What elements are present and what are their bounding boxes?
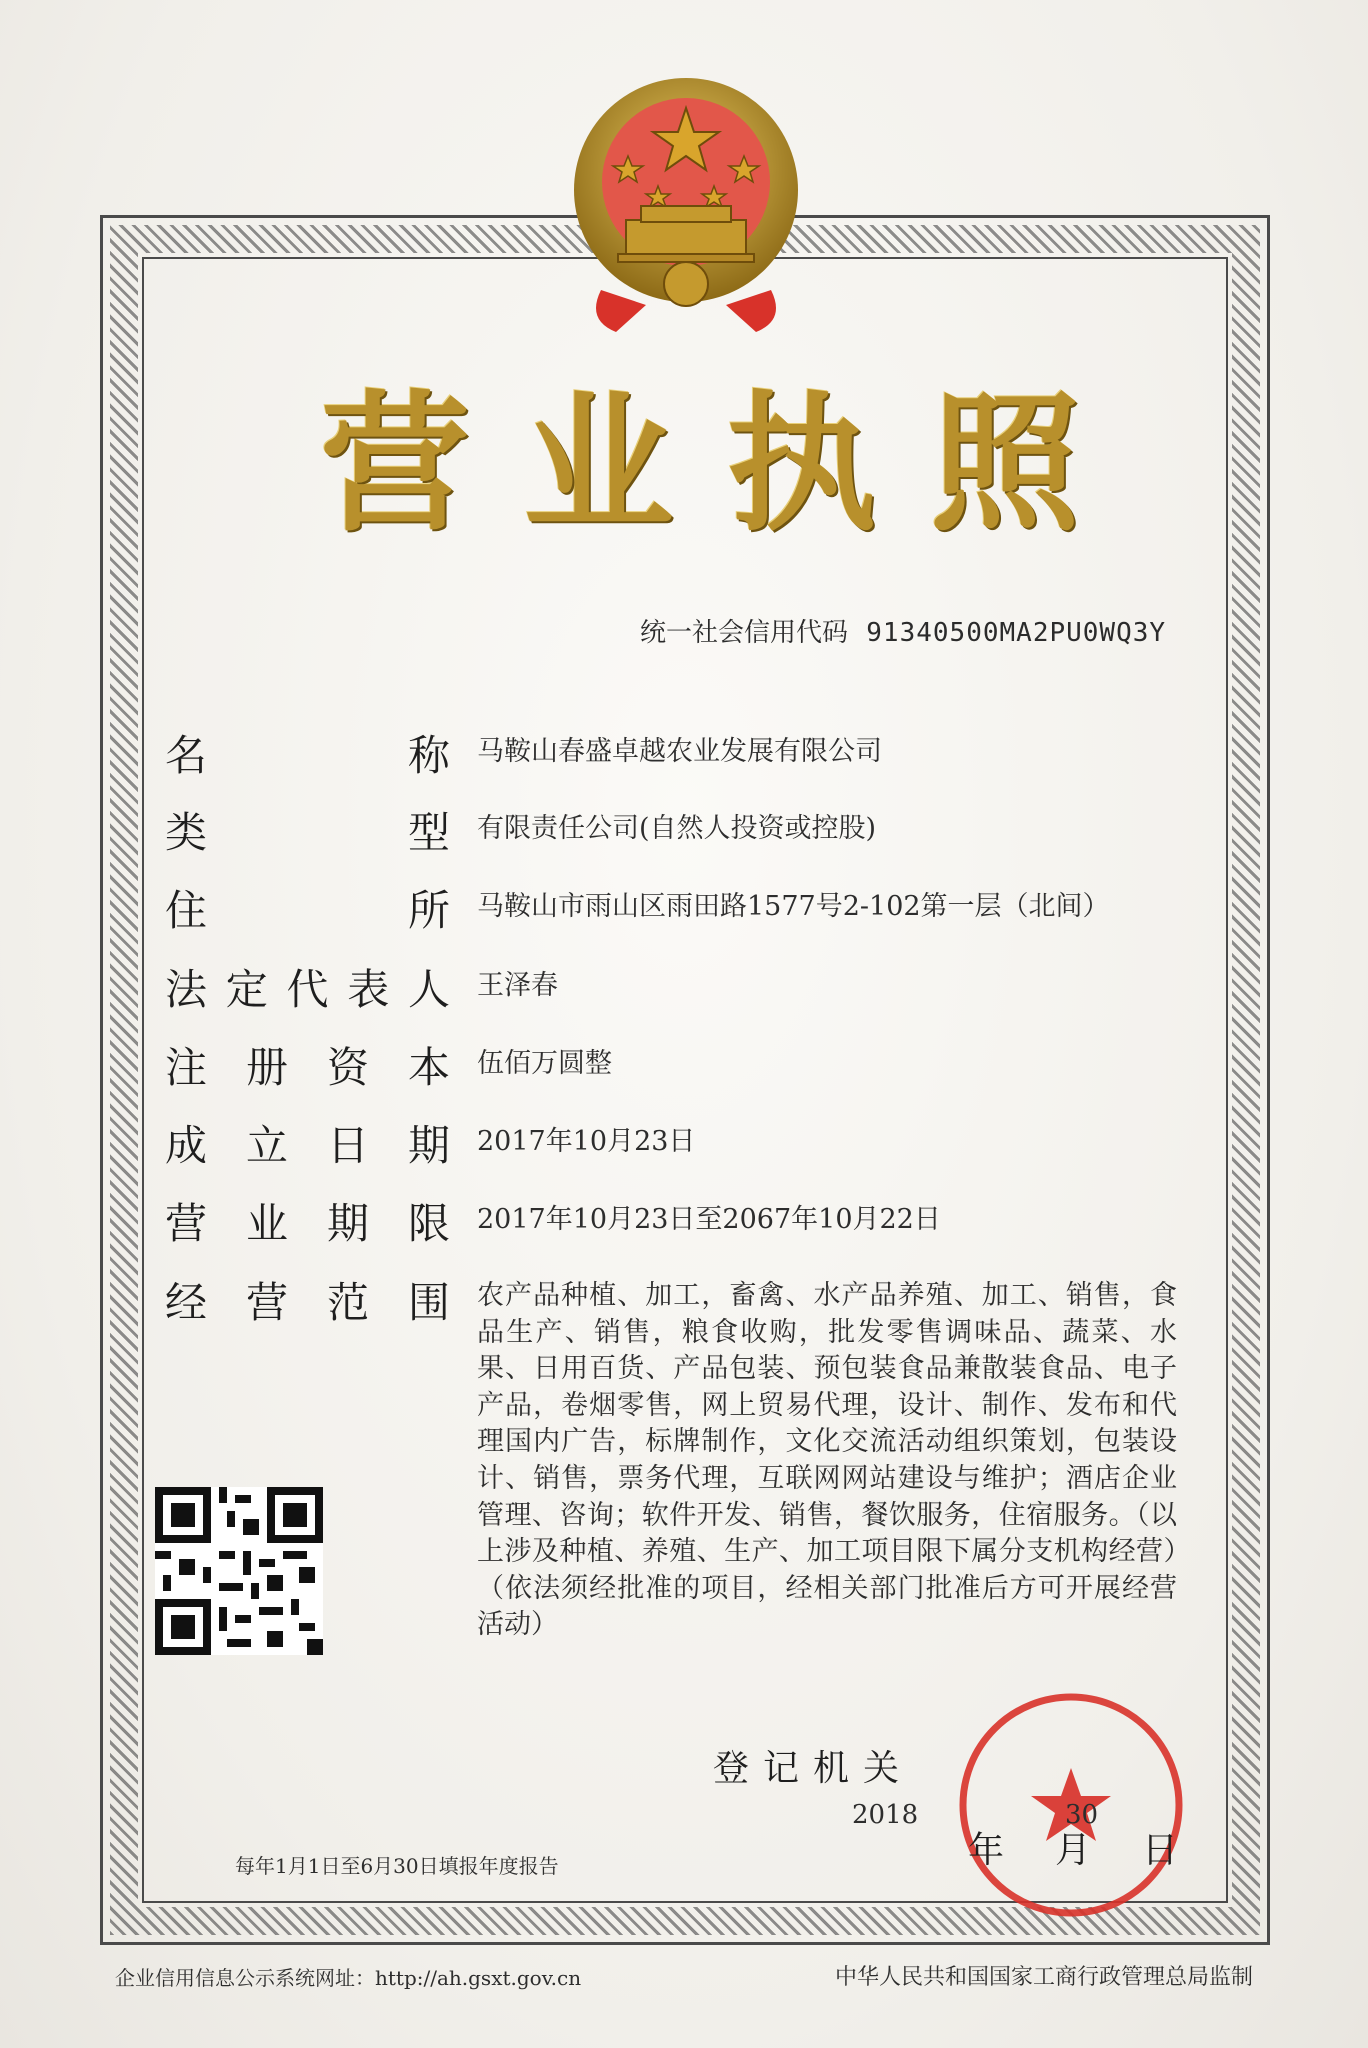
label-char: 成 [165, 1121, 208, 1170]
label-char: 所 [407, 886, 450, 935]
credit-code [640, 612, 1166, 649]
label-char: 范 [326, 1278, 369, 1327]
label-char: 法 [165, 965, 208, 1014]
field-label [165, 723, 450, 783]
label-char: 称 [407, 731, 450, 780]
label-char: 表 [347, 965, 390, 1014]
field-label [165, 1191, 450, 1251]
title-char: 业 [523, 378, 674, 552]
label-char: 型 [407, 808, 450, 857]
label-char: 册 [245, 1043, 288, 1092]
label-char: 类 [165, 808, 208, 857]
title-char: 营 [320, 378, 471, 552]
field-value: 马鞍山市雨山区雨田路1577号2-102第一层（北间） [477, 891, 1110, 922]
national-emblem-icon [566, 70, 806, 340]
label-char: 代 [286, 965, 329, 1014]
day-char: 日 [1141, 1830, 1178, 1871]
field-value: 伍佰万圆整 [477, 1048, 612, 1079]
label-char: 业 [245, 1199, 288, 1248]
label-char: 人 [407, 965, 450, 1014]
label-char: 本 [407, 1043, 450, 1092]
qr-code-icon[interactable] [155, 1487, 323, 1655]
registration-day: 30 [1065, 1800, 1099, 1830]
credit-code-label: 统一社会信用代码 [640, 618, 849, 648]
business-scope-text: 农产品种植、加工，畜禽、水产品养殖、加工、销售，食品生产、销售，粮食收购，批发零售调味品、蔬菜、水果、日用百货、产品包装、预包装食品兼散装食品、电子产品，卷烟零售，网上贸易代理，设计、制作、发布和代理国内广告，标牌制作，文化交流活动组织策划，包装设计、销售，票务代理，互联网网站建设与维护；酒店企业管理、咨询；软件开发、销售，餐饮服务，住宿服务。（以上涉及种植、养殖、生产、加工项目限下属分支机构经营）（依法须经批准的项目，经相关部门批准后方可开展经营活动） [477, 1280, 1177, 1641]
field-value: 2017年10月23日 [477, 1126, 696, 1157]
field-label [165, 1035, 450, 1095]
field-label [165, 957, 450, 1017]
label-char: 营 [165, 1199, 208, 1248]
label-char: 定 [225, 965, 268, 1014]
field-value: 马鞍山春盛卓越农业发展有限公司 [477, 736, 882, 767]
title-char: 执 [726, 378, 877, 552]
registration-year: 2018 [852, 1800, 919, 1830]
registration-date-chars [968, 1822, 1178, 1873]
label-char: 围 [407, 1278, 450, 1327]
field-value: 王泽春 [477, 970, 558, 1001]
credit-code-value: 91340500MA2PU0WQ3Y [866, 618, 1167, 648]
footer-website[interactable]: 企业信用信息公示系统网址：http://ah.gsxt.gov.cn [115, 1966, 582, 1990]
label-char: 经 [165, 1278, 208, 1327]
field-label [165, 800, 450, 860]
label-char: 限 [407, 1199, 450, 1248]
field-value: 有限责任公司(自然人投资或控股) [477, 813, 877, 844]
label-char: 名 [165, 731, 208, 780]
label-char: 期 [326, 1199, 369, 1248]
field-label [165, 1113, 450, 1173]
month-char: 月 [1054, 1830, 1091, 1871]
footer-supervisor: 中华人民共和国国家工商行政管理总局监制 [835, 1965, 1254, 1990]
label-char: 营 [245, 1278, 288, 1327]
field-label [165, 878, 450, 938]
document-title [320, 378, 1080, 552]
label-char: 住 [165, 886, 208, 935]
field-value: 2017年10月23日至2067年10月22日 [477, 1204, 941, 1235]
label-char: 资 [326, 1043, 369, 1092]
label-char: 注 [165, 1043, 208, 1092]
annual-report-note: 每年1月1日至6月30日填报年度报告 [235, 1854, 559, 1878]
registration-authority-label: 登记机关 [713, 1748, 914, 1789]
year-char: 年 [968, 1830, 1005, 1871]
label-char: 期 [407, 1121, 450, 1170]
label-char: 日 [326, 1121, 369, 1170]
field-label [165, 1270, 450, 1330]
title-char: 照 [929, 378, 1080, 552]
label-char: 立 [245, 1121, 288, 1170]
